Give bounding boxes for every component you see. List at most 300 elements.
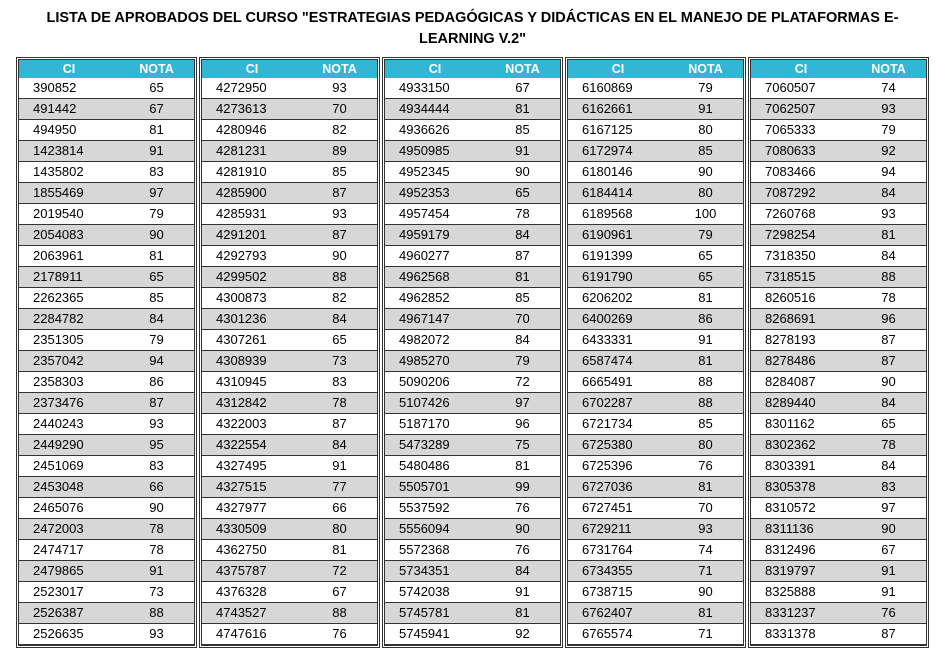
table-row [751,99,926,120]
nota-cell: 79 [515,353,530,368]
ci-cell: 1435802 [33,164,84,179]
ci-cell: 2440243 [33,416,84,431]
ci-cell: 6702287 [582,395,633,410]
nota-cell: 87 [515,248,530,263]
ci-cell: 8268691 [765,311,816,326]
nota-cell: 86 [698,311,713,326]
table-row [751,246,926,267]
table-row [568,561,743,582]
ci-cell: 4307261 [216,332,267,347]
table-row [19,120,194,141]
nota-cell: 78 [515,206,530,221]
ci-cell: 6191399 [582,248,633,263]
table-row [568,204,743,225]
table-row [202,519,377,540]
nota-cell: 90 [515,521,530,536]
nota-cell: 78 [332,395,347,410]
ci-cell: 2449290 [33,437,84,452]
ci-cell: 8312496 [765,542,816,557]
ci-cell: 4952345 [399,164,450,179]
table-row [568,372,743,393]
ci-cell: 6162661 [582,101,633,116]
table-row [385,435,560,456]
ci-cell: 6184414 [582,185,633,200]
table-row [385,540,560,561]
approved-list-tables [18,59,934,649]
nota-cell: 76 [698,458,713,473]
ci-cell: 8284087 [765,374,816,389]
nota-cell: 74 [881,80,896,95]
ci-cell: 8278193 [765,332,816,347]
header-ci: CI [794,62,808,76]
nota-cell: 80 [698,122,713,137]
table-row [19,78,194,99]
nota-cell: 87 [881,332,896,347]
table-row [568,99,743,120]
ci-cell: 6189568 [582,206,633,221]
ci-cell: 6160869 [582,80,633,95]
nota-cell: 65 [698,248,713,263]
ci-cell: 4300873 [216,290,267,305]
nota-cell: 72 [515,374,530,389]
ci-cell: 7060507 [765,80,816,95]
nota-cell: 67 [149,101,164,116]
ci-cell: 2479865 [33,563,84,578]
table-row [751,435,926,456]
ci-cell: 4299502 [216,269,267,284]
ci-cell: 4312842 [216,395,267,410]
nota-cell: 85 [698,416,713,431]
table-row [568,624,743,645]
nota-cell: 80 [698,185,713,200]
ci-cell: 6734355 [582,563,633,578]
nota-cell: 84 [515,332,530,347]
nota-cell: 81 [149,248,164,263]
nota-cell: 81 [515,605,530,620]
ci-cell: 8319797 [765,563,816,578]
ci-cell: 7318515 [765,269,816,284]
table-row [751,498,926,519]
grade-table-5 [750,59,927,646]
table-row [568,162,743,183]
ci-cell: 4936626 [399,122,450,137]
table-row [19,162,194,183]
nota-cell: 78 [149,521,164,536]
table-row [202,267,377,288]
nota-cell: 76 [515,500,530,515]
nota-cell: 87 [881,626,896,641]
table-row [568,498,743,519]
nota-cell: 96 [881,311,896,326]
table-row [202,414,377,435]
table-row [202,288,377,309]
table-row [568,309,743,330]
table-row [385,351,560,372]
ci-cell: 2373476 [33,395,84,410]
table-row [385,267,560,288]
nota-cell: 82 [332,122,347,137]
table-row [19,225,194,246]
table-row [385,624,560,645]
nota-cell: 65 [698,269,713,284]
table-row [385,246,560,267]
nota-cell: 90 [149,500,164,515]
nota-cell: 93 [332,206,347,221]
ci-cell: 4281231 [216,143,267,158]
ci-cell: 4967147 [399,311,450,326]
table-row [751,519,926,540]
table-row [568,414,743,435]
table-row [202,120,377,141]
table-row [385,603,560,624]
ci-cell: 5572368 [399,542,450,557]
table-row [19,624,194,645]
table-row [19,330,194,351]
ci-cell: 7062507 [765,101,816,116]
nota-cell: 79 [698,227,713,242]
table-row [568,225,743,246]
nota-cell: 88 [881,269,896,284]
table-row [568,120,743,141]
ci-cell: 2472003 [33,521,84,536]
table-row [19,477,194,498]
ci-cell: 8331237 [765,605,816,620]
table-row [202,582,377,603]
nota-cell: 89 [332,143,347,158]
nota-cell: 65 [149,80,164,95]
nota-cell: 88 [698,374,713,389]
nota-cell: 78 [881,437,896,452]
table-row [19,519,194,540]
ci-cell: 2351305 [33,332,84,347]
nota-cell: 84 [149,311,164,326]
nota-cell: 79 [698,80,713,95]
nota-cell: 93 [149,416,164,431]
ci-cell: 2284782 [33,311,84,326]
table-row [751,309,926,330]
header-ci: CI [245,62,259,76]
ci-cell: 6765574 [582,626,633,641]
table-row [568,183,743,204]
table-row [385,288,560,309]
table-row [202,204,377,225]
ci-cell: 8311136 [765,521,814,536]
nota-cell: 97 [149,185,164,200]
nota-cell: 65 [149,269,164,284]
table-row [202,309,377,330]
grade-table-3 [384,59,561,646]
nota-cell: 84 [881,185,896,200]
nota-cell: 81 [881,227,896,242]
table-row [568,330,743,351]
nota-cell: 84 [332,311,347,326]
table-header [19,60,194,78]
ci-cell: 5187170 [399,416,450,431]
ci-cell: 7298254 [765,227,816,242]
ci-cell: 4280946 [216,122,267,137]
ci-cell: 6167125 [582,122,633,137]
ci-cell: 2453048 [33,479,84,494]
table-row [385,519,560,540]
nota-cell: 88 [332,605,347,620]
ci-cell: 4310945 [216,374,267,389]
nota-cell: 93 [698,521,713,536]
table-row [19,582,194,603]
table-row [751,456,926,477]
nota-cell: 84 [881,248,896,263]
nota-cell: 85 [332,164,347,179]
header-ci: CI [428,62,442,76]
nota-cell: 81 [698,605,713,620]
nota-cell: 91 [332,458,347,473]
ci-cell: 2465076 [33,500,84,515]
ci-cell: 4376328 [216,584,267,599]
table-row [19,288,194,309]
table-row [202,246,377,267]
table-row [385,414,560,435]
table-row [385,78,560,99]
ci-cell: 4327977 [216,500,267,515]
table-row [202,603,377,624]
table-row [385,99,560,120]
nota-cell: 91 [881,563,896,578]
ci-cell: 4743527 [216,605,267,620]
nota-cell: 70 [515,311,530,326]
table-row [19,414,194,435]
nota-cell: 85 [515,290,530,305]
table-row [385,141,560,162]
nota-cell: 81 [515,101,530,116]
nota-cell: 84 [515,563,530,578]
nota-cell: 81 [515,269,530,284]
ci-cell: 6721734 [582,416,633,431]
ci-cell: 5742038 [399,584,450,599]
ci-cell: 8303391 [765,458,816,473]
table-row [202,477,377,498]
table-row [385,120,560,141]
nota-cell: 91 [515,143,530,158]
table-row [202,99,377,120]
ci-cell: 4962852 [399,290,450,305]
grade-table-4 [567,59,744,646]
nota-cell: 93 [881,101,896,116]
nota-cell: 67 [881,542,896,557]
table-row [202,330,377,351]
table-row [385,225,560,246]
table-row [19,99,194,120]
ci-cell: 4291201 [216,227,267,242]
nota-cell: 90 [149,227,164,242]
table-row [751,540,926,561]
nota-cell: 84 [515,227,530,242]
ci-cell: 2451069 [33,458,84,473]
ci-cell: 6190961 [582,227,633,242]
ci-cell: 6729211 [582,521,632,536]
nota-cell: 66 [332,500,347,515]
nota-cell: 87 [332,185,347,200]
table-row [19,456,194,477]
ci-cell: 4960277 [399,248,450,263]
nota-cell: 82 [332,290,347,305]
nota-cell: 67 [332,584,347,599]
nota-cell: 81 [698,479,713,494]
table-row [202,561,377,582]
ci-cell: 4285931 [216,206,267,221]
ci-cell: 8301162 [765,416,815,431]
ci-cell: 4362750 [216,542,267,557]
table-row [19,603,194,624]
nota-cell: 81 [332,542,347,557]
ci-cell: 8260516 [765,290,816,305]
table-row [19,246,194,267]
ci-cell: 6665491 [582,374,633,389]
nota-cell: 84 [881,395,896,410]
nota-cell: 87 [149,395,164,410]
nota-cell: 77 [332,479,347,494]
table-header [385,60,560,78]
table-row [385,561,560,582]
nota-cell: 83 [332,374,347,389]
nota-cell: 74 [698,542,713,557]
nota-cell: 94 [881,164,896,179]
ci-cell: 6433331 [582,332,633,347]
nota-cell: 79 [149,206,164,221]
table-row [19,267,194,288]
table-row [385,393,560,414]
table-row [19,141,194,162]
ci-cell: 4301236 [216,311,267,326]
ci-cell: 4985270 [399,353,450,368]
ci-cell: 5745781 [399,605,450,620]
ci-cell: 4281910 [216,164,267,179]
ci-cell: 4322003 [216,416,267,431]
table-row [751,162,926,183]
nota-cell: 85 [698,143,713,158]
ci-cell: 5473289 [399,437,450,452]
nota-cell: 91 [515,584,530,599]
ci-cell: 6762407 [582,605,633,620]
nota-cell: 90 [881,374,896,389]
ci-cell: 1423814 [33,143,84,158]
nota-cell: 85 [149,290,164,305]
table-row [568,246,743,267]
nota-cell: 92 [515,626,530,641]
ci-cell: 8305378 [765,479,816,494]
nota-cell: 90 [515,164,530,179]
table-row [385,183,560,204]
table-row [751,288,926,309]
table-row [751,477,926,498]
table-row [202,183,377,204]
table-row [202,624,377,645]
table-header [751,60,926,78]
table-row [568,435,743,456]
nota-cell: 97 [515,395,530,410]
nota-cell: 75 [515,437,530,452]
table-row [751,225,926,246]
ci-cell: 6400269 [582,311,633,326]
table-row [568,603,743,624]
document-title [0,8,945,50]
ci-cell: 2358303 [33,374,84,389]
table-header [202,60,377,78]
nota-cell: 94 [149,353,164,368]
ci-cell: 5556094 [399,521,450,536]
table-row [385,582,560,603]
header-ci: CI [611,62,625,76]
nota-cell: 73 [149,584,164,599]
table-row [751,78,926,99]
nota-cell: 83 [149,458,164,473]
table-row [202,141,377,162]
nota-cell: 93 [149,626,164,641]
nota-cell: 93 [881,206,896,221]
header-nota: NOTA [688,62,723,76]
ci-cell: 8289440 [765,395,816,410]
table-row [19,183,194,204]
ci-cell: 6727036 [582,479,633,494]
ci-cell: 2019540 [33,206,84,221]
nota-cell: 88 [149,605,164,620]
nota-cell: 87 [332,416,347,431]
ci-cell: 6191790 [582,269,633,284]
ci-cell: 8325888 [765,584,816,599]
ci-cell: 6725380 [582,437,633,452]
table-row [568,477,743,498]
nota-cell: 71 [698,563,713,578]
nota-cell: 99 [515,479,530,494]
ci-cell: 491442 [33,101,77,116]
nota-cell: 93 [332,80,347,95]
ci-cell: 8331378 [765,626,816,641]
ci-cell: 8302362 [765,437,816,452]
nota-cell: 81 [698,353,713,368]
table-row [568,582,743,603]
nota-cell: 87 [332,227,347,242]
table-row [385,309,560,330]
table-row [202,351,377,372]
ci-cell: 7065333 [765,122,816,137]
nota-cell: 81 [149,122,164,137]
nota-cell: 72 [332,563,347,578]
table-row [568,393,743,414]
nota-cell: 88 [698,395,713,410]
ci-cell: 6725396 [582,458,633,473]
table-row [385,372,560,393]
ci-cell: 1855469 [33,185,84,200]
ci-cell: 4962568 [399,269,450,284]
table-row [202,456,377,477]
table-row [751,120,926,141]
table-row [568,519,743,540]
ci-cell: 6587474 [582,353,633,368]
ci-cell: 6727451 [582,500,633,515]
ci-cell: 4747616 [216,626,267,641]
ci-cell: 4327495 [216,458,267,473]
ci-cell: 2526635 [33,626,84,641]
table-row [385,330,560,351]
ci-cell: 5505701 [399,479,450,494]
header-nota: NOTA [871,62,906,76]
ci-cell: 2523017 [33,584,84,599]
ci-cell: 2262365 [33,290,84,305]
nota-cell: 84 [881,458,896,473]
ci-cell: 5745941 [399,626,450,641]
nota-cell: 90 [332,248,347,263]
table-row [751,393,926,414]
ci-cell: 2474717 [33,542,84,557]
nota-cell: 65 [332,332,347,347]
